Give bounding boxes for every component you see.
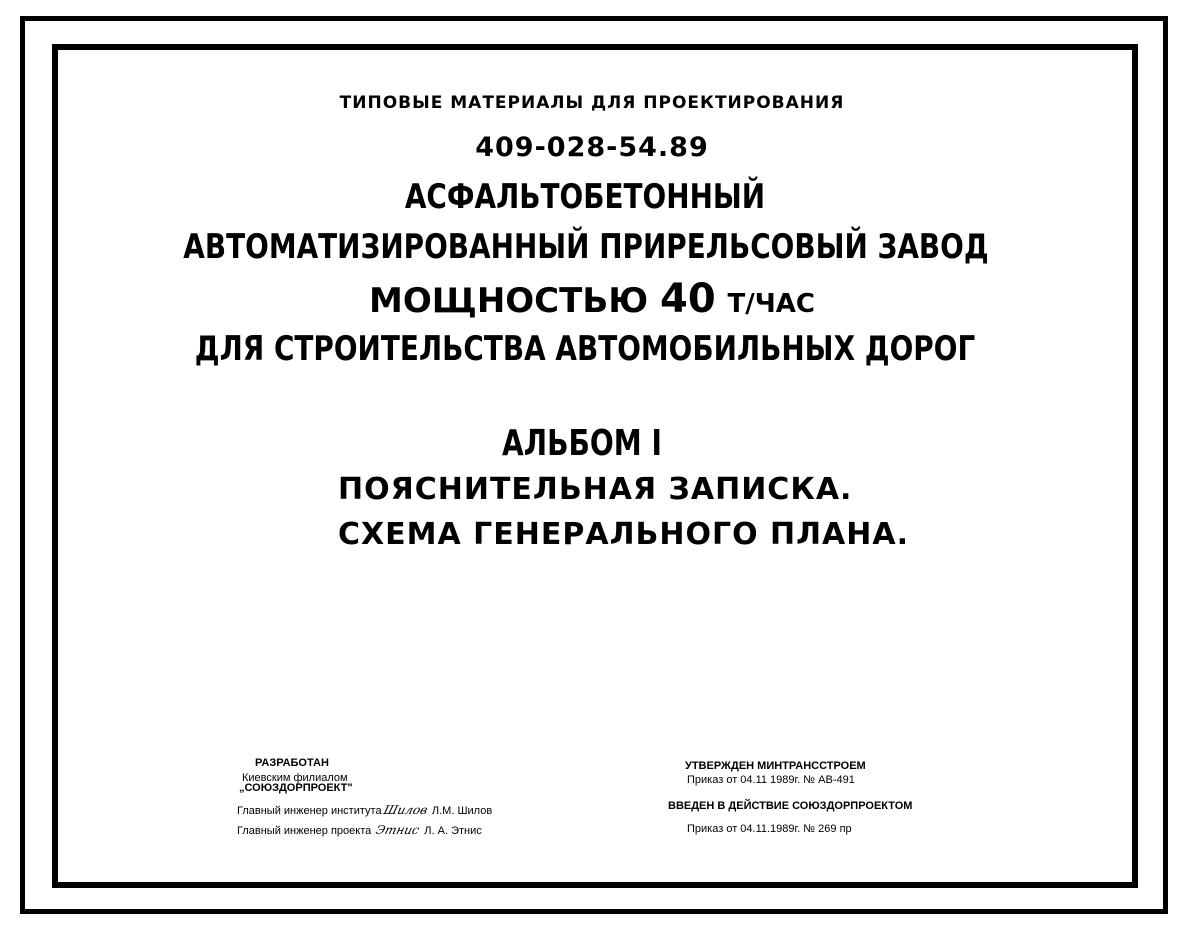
- chief-engineer-project-name: Л. А. Этнис: [424, 825, 482, 837]
- capacity-unit: Т/ЧАС: [727, 289, 815, 319]
- title-line-4: ДЛЯ СТРОИТЕЛЬСТВА АВТОМОБИЛЬНЫХ ДОРОГ: [194, 329, 976, 369]
- album-label: АЛЬБОМ I: [502, 423, 662, 464]
- title-line-3: [0, 276, 1184, 322]
- album-item-explanatory-note: ПОЯСНИТЕЛЬНАЯ ЗАПИСКА.: [338, 472, 853, 507]
- inner-border: [52, 44, 1138, 888]
- developer-heading: РАЗРАБОТАН: [255, 757, 329, 769]
- chief-engineer-institute-label: Главный инженер института: [237, 805, 382, 817]
- project-signature: Этнис: [374, 823, 422, 837]
- title-line-1: АСФАЛЬТОБЕТОННЫЙ: [404, 177, 766, 217]
- chief-engineer-institute-name: Л.М. Шилов: [431, 805, 493, 817]
- album-item-general-plan: СХЕМА ГЕНЕРАЛЬНОГО ПЛАНА.: [338, 517, 909, 552]
- institute-signature: Шилов: [381, 803, 429, 817]
- approval-order: Приказ от 04.11 1989г. № АВ-491: [687, 774, 855, 786]
- document-code: 409-028-54.89: [475, 132, 709, 163]
- introduction-order: Приказ от 04.11.1989г. № 269 пр: [687, 823, 852, 835]
- capacity-value: 40: [660, 276, 716, 322]
- series-heading: ТИПОВЫЕ МАТЕРИАЛЫ ДЛЯ ПРОЕКТИРОВАНИЯ: [339, 93, 845, 113]
- chief-engineer-project: [237, 823, 482, 837]
- developer-org-name: „СОЮЗДОРПРОЕКТ": [239, 782, 353, 794]
- developer-org-branch: Киевским филиалом: [242, 772, 348, 784]
- chief-engineer-institute: [237, 803, 492, 817]
- chief-engineer-project-label: Главный инженер проекта: [237, 825, 372, 837]
- introduced-by: ВВЕДЕН В ДЕЙСТВИЕ СОЮЗДОРПРОЕКТОМ: [668, 800, 913, 812]
- title-line-2: АВТОМАТИЗИРОВАННЫЙ ПРИРЕЛЬСОВЫЙ ЗАВОД: [183, 227, 989, 267]
- capacity-label: МОЩНОСТЬЮ: [369, 281, 649, 321]
- approved-by: УТВЕРЖДЕН МИНТРАНССТРОЕМ: [685, 760, 866, 772]
